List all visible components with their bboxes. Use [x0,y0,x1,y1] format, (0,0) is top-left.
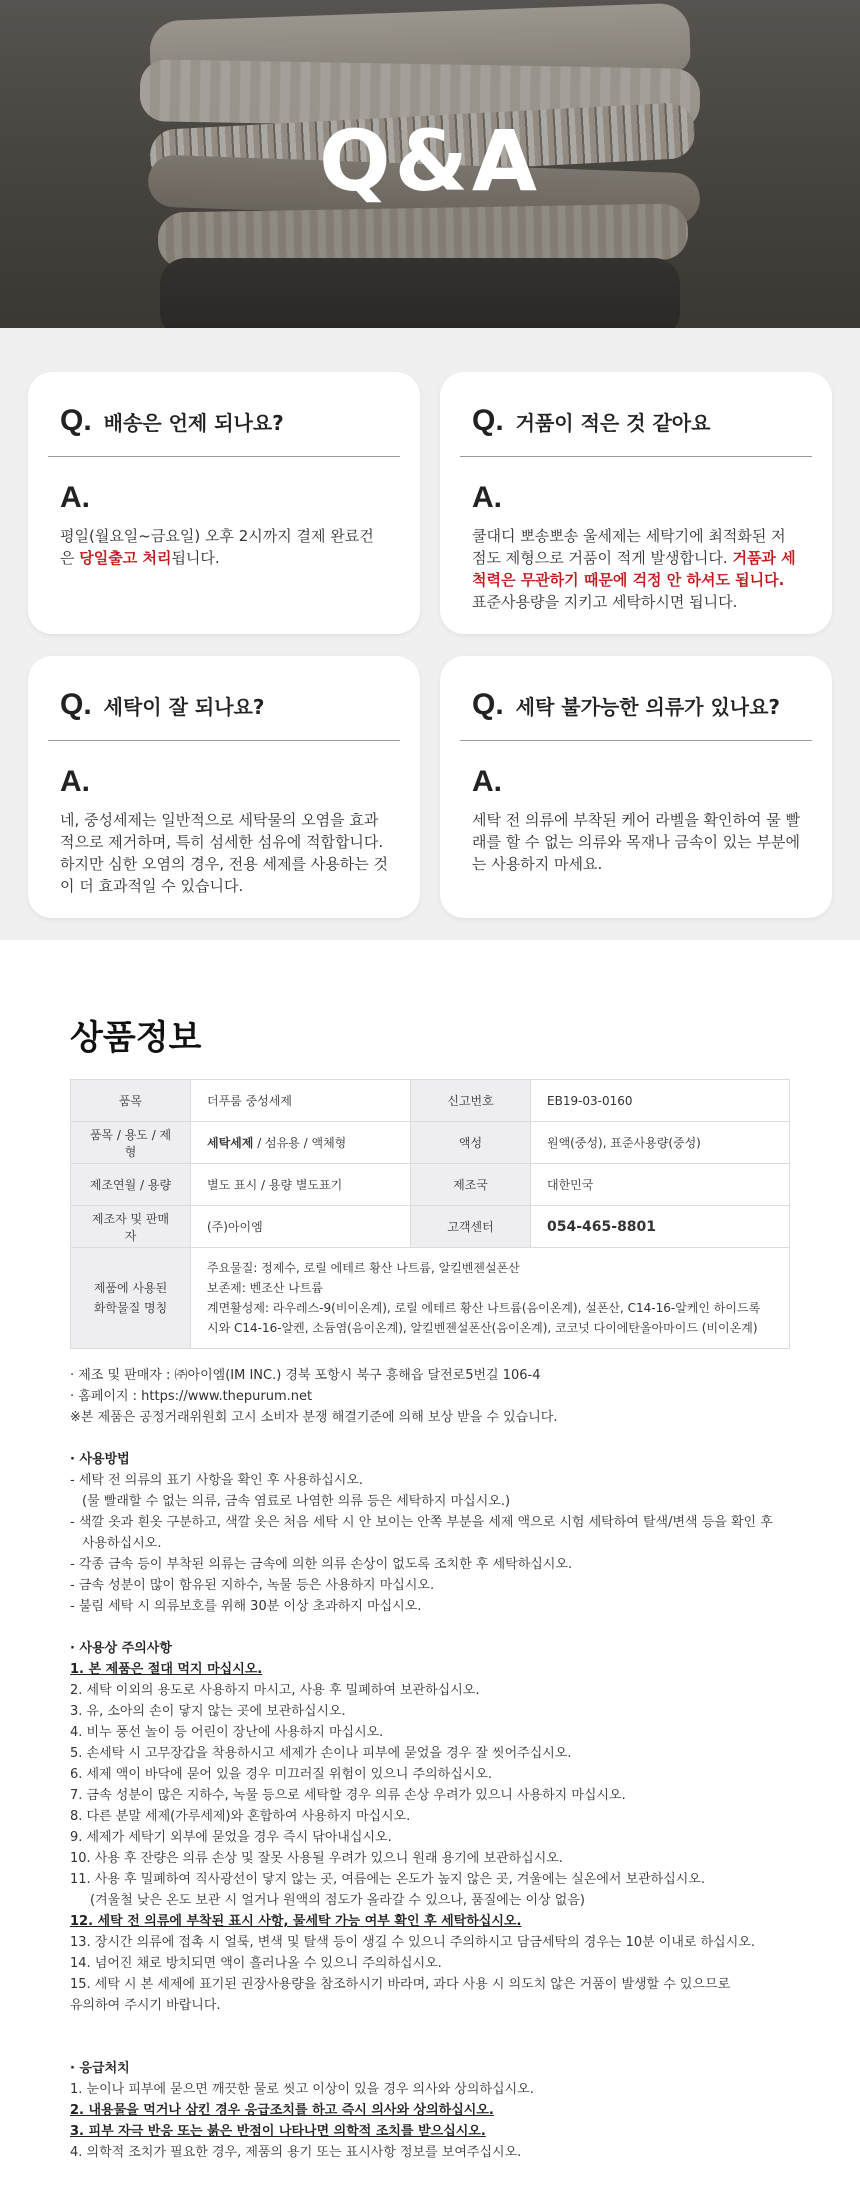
list-item: 9. 세제가 세탁기 외부에 묻었을 경우 즉시 닦아내십시오. [70,1830,392,1845]
qa-card [28,372,420,634]
spec-key: 품목 [71,1080,191,1122]
table-row [71,1164,790,1206]
qa-card [28,656,420,918]
usage-list [70,1470,800,1617]
list-item: 13. 장시간 의류에 접촉 시 얼룩, 변색 및 탈색 등이 생길 수 있으니 주의하시고 담금세탁의 경우는 10분 이내로 하십시오. [70,1935,755,1950]
first-aid-heading: · 응급처치 [70,2061,130,2076]
list-item: 2. 세탁 이외의 용도로 사용하지 마시고, 사용 후 밀폐하여 보관하십시오. [70,1683,480,1698]
chemical-line: 보존제: 벤조산 나트륨 [207,1281,324,1295]
spec-key: 제조연월 / 용량 [71,1164,191,1206]
list-item: - 각종 금속 등이 부착된 의류는 금속에 의한 의류 손상이 없도록 조치한 후 세탁하십시오. [70,1557,573,1572]
list-item: - 색깔 옷과 흰옷 구분하고, 색깔 옷은 처음 세탁 시 안 보이는 안쪽 부분을 세제 액으로 시험 세탁하여 탈색/변색 등을 확인 후 [70,1515,773,1530]
question-mark: Q. [60,404,92,437]
spec-value: 대한민국 [531,1164,790,1206]
customer-center-phone: 054-465-8801 [531,1206,790,1248]
list-item: 5. 손세탁 시 고무장갑을 착용하시고 세제가 손이나 피부에 묻었을 경우 잘 씻어주십시오. [70,1746,572,1761]
chemical-line: 시와 C14-16-알켄, 소듐염(음이온계), 알킬벤젠설폰산(음이온계), 코코넛 다이에탄올아마이드 (비이온계) [207,1321,758,1335]
product-notes [70,1365,800,2163]
spec-key: 제조자 및 판매자 [71,1206,191,1248]
answer-part: 표준사용량을 지키고 세탁하시면 됩니다. [472,593,738,611]
question-mark: Q. [472,688,504,721]
question-text: 거품이 적은 것 같아요 [515,411,711,435]
spec-key-line: 화학물질 명칭 [93,1301,168,1315]
hero-banner [0,0,860,328]
answer-part: 됩니다. [171,549,220,567]
chemical-list [191,1248,790,1349]
spacer [70,1428,800,1449]
spec-value: 더푸룸 중성세제 [191,1080,411,1122]
question-mark: Q. [472,404,504,437]
question-row [48,688,400,741]
question-row [460,404,812,457]
list-item: 11. 사용 후 밀폐하여 직사광선이 닿지 않는 곳, 여름에는 온도가 높지 않은 곳, 겨울에는 실온에서 보관하십시오. [70,1872,706,1887]
hero-title: Q&A [319,112,541,210]
spec-key: 액성 [411,1122,531,1164]
list-item: - 세탁 전 의류의 표기 사항을 확인 후 사용하십시오. [70,1473,364,1488]
first-aid-emphasis: 2. 내용물을 먹거나 삼킨 경우 응급조치를 하고 즉시 의사와 상의하십시오. [70,2103,494,2118]
list-item: 10. 사용 후 잔량은 의류 손상 및 잘못 사용될 우려가 있으니 원래 용기에 보관하십시오. [70,1851,563,1866]
list-item: 3. 유, 소아의 손이 닿지 않는 곳에 보관하십시오. [70,1704,346,1719]
answer-text [48,525,400,569]
question-text: 세탁 불가능한 의류가 있나요? [515,695,781,719]
answer-highlight: 거품과 세척력은 무관하기 때문에 걱정 안 하셔도 됩니다. [472,549,796,589]
spacer [70,1617,800,1638]
table-row [71,1206,790,1248]
answer-mark: A. [472,765,502,798]
question-row [460,688,812,741]
answer-text [48,809,400,897]
list-item: 1. 눈이나 피부에 묻으면 깨끗한 물로 씻고 이상이 있을 경우 의사와 상의하십시오. [70,2082,534,2097]
answer-text [460,525,812,613]
list-item: 4. 비누 풍선 놀이 등 어린이 장난에 사용하지 마십시오. [70,1725,384,1740]
list-item: 4. 의학적 조치가 필요한 경우, 제품의 용기 또는 표시사항 정보를 보여주십시오. [70,2145,522,2160]
spec-value: 별도 표시 / 용량 별도표기 [191,1164,411,1206]
qa-card [440,656,832,918]
answer-part: 평일(월요일~금요일) 오후 2시까지 결제 완료건은 [60,527,374,567]
answer-highlight: 당일출고 처리 [79,549,172,567]
list-item: 7. 금속 성분이 많은 지하수, 녹물 등으로 세탁할 경우 의류 손상 우려가 있으니 사용하지 마십시오. [70,1788,626,1803]
question-text: 세탁이 잘 되나요? [103,695,265,719]
spacer [70,2016,800,2037]
homepage-info: · 홈페이지 : https://www.thepurum.net [70,1389,313,1404]
usage-heading: · 사용방법 [70,1452,130,1467]
list-item: (겨울철 낮은 온도 보관 시 얼거나 원액의 점도가 올라갈 수 있으나, 품질에는 이상 없음) [90,1893,585,1908]
answer-mark: A. [60,765,90,798]
answer-mark: A. [60,481,90,514]
spec-value: EB19-03-0160 [531,1080,790,1122]
spec-value: 원액(중성), 표준사용량(중성) [531,1122,790,1164]
spec-key [71,1248,191,1349]
product-info-section [0,940,860,2163]
maker-info: · 제조 및 판매자 : ㈜아이엠(IM INC.) 경북 포항시 북구 흥해읍 달전로5번길 106-4 [70,1368,541,1383]
chemical-line: 주요물질: 정제수, 로릴 에테르 황산 나트륨, 알킬벤젠설폰산 [207,1261,520,1275]
list-item: 14. 넘어진 채로 방치되면 액이 흘러나올 수 있으니 주의하십시오. [70,1956,442,1971]
spec-key: 제조국 [411,1164,531,1206]
question-mark: Q. [60,688,92,721]
caution-list [70,1932,800,2016]
caution-list [70,1680,800,1911]
answer-part: 세탁 전 의류에 부착된 케어 라벨을 확인하여 물 빨래를 할 수 없는 의류와 목재나 금속이 있는 부분에는 사용하지 마세요. [472,811,800,873]
table-row [71,1122,790,1164]
spacer [70,2037,800,2058]
list-item: 6. 세제 액이 바닥에 묻어 있을 경우 미끄러질 위험이 있으니 주의하십시오. [70,1767,493,1782]
compensation-notice: ※본 제품은 공정거래위원회 고시 소비자 분쟁 해결기준에 의해 보상 받을 수 있습니다. [70,1410,558,1425]
list-item: 사용하십시오. [82,1536,162,1551]
table-row [71,1248,790,1349]
spec-value [191,1122,411,1164]
answer-text [460,809,812,875]
caution-emphasis: 1. 본 제품은 절대 먹지 마십시오. [70,1662,263,1677]
spec-value-rest: / 섬유용 / 액체형 [253,1136,347,1150]
spec-key: 신고번호 [411,1080,531,1122]
qa-section [0,328,860,940]
question-text: 배송은 언제 되나요? [103,411,284,435]
caution-heading: · 사용상 주의사항 [70,1641,172,1656]
spec-value-bold: 세탁세제 [207,1136,254,1150]
spec-value: (주)아이엠 [191,1206,411,1248]
list-item: 15. 세탁 시 본 세제에 표기된 권장사용량을 참조하시기 바라며, 과다 사용 시 의도치 않은 거품이 발생할 수 있으므로 [70,1977,731,1992]
spec-key: 품목 / 용도 / 제형 [71,1122,191,1164]
answer-mark: A. [472,481,502,514]
list-item: (물 빨래할 수 없는 의류, 금속 염료로 나염한 의류 등은 세탁하지 마십시오.) [82,1494,511,1509]
list-item: 8. 다른 분말 세제(가루세제)와 혼합하여 사용하지 마십시오. [70,1809,411,1824]
list-item: 유의하여 주시기 바랍니다. [70,1998,221,2013]
list-item: - 금속 성분이 많이 함유된 지하수, 녹물 등은 사용하지 마십시오. [70,1578,435,1593]
spec-key-line: 제품에 사용된 [93,1281,168,1295]
spec-table [70,1079,790,1349]
answer-part: 네, 중성세제는 일반적으로 세탁물의 오염을 효과적으로 제거하며, 특히 섬세한 섬유에 적합합니다. 하지만 심한 오염의 경우, 전용 세제를 사용하는 것이 더 효과적일 수 있습니다. [60,811,388,895]
spec-key: 고객센터 [411,1206,531,1248]
caution-emphasis: 12. 세탁 전 의류에 부착된 표시 사항, 물세탁 가능 여부 확인 후 세탁하십시오. [70,1914,522,1929]
chemical-line: 계면활성제: 라우레스-9(비이온계), 로릴 에테르 황산 나트륨(음이온계), 설폰산, C14-16-알케인 하이드록 [207,1301,761,1315]
list-item: - 불림 세탁 시 의류보호를 위해 30분 이상 초과하지 마십시오. [70,1599,422,1614]
table-row [71,1080,790,1122]
first-aid-emphasis: 3. 피부 자극 반응 또는 붉은 반점이 나타나면 의학적 조치를 받으십시오. [70,2124,486,2139]
qa-grid [28,372,832,918]
qa-card [440,372,832,634]
answer-part: 쿨대디 뽀송뽀송 울세제는 세탁기에 최적화된 저점도 제형으로 거품이 적게 발생합니다. [472,527,786,567]
product-info-title: 상품정보 [70,1018,202,1058]
question-row [48,404,400,457]
